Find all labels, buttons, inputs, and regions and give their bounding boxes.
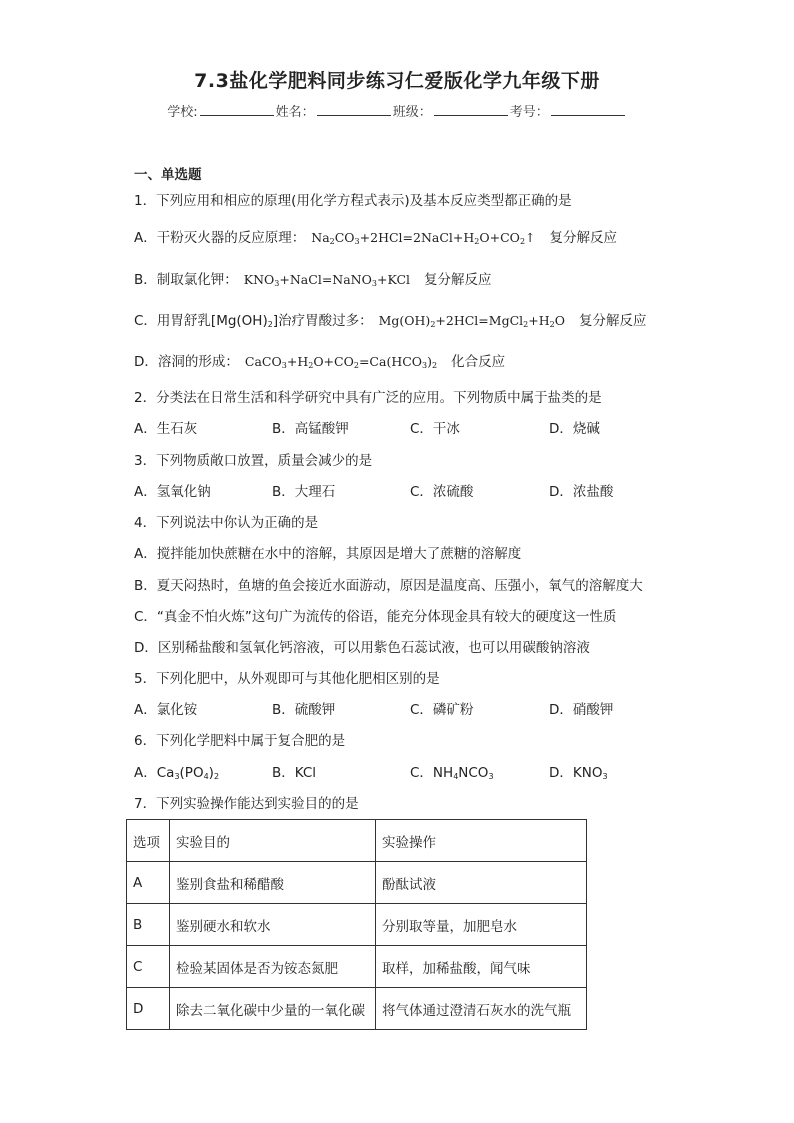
formula-subscript: 4 bbox=[453, 772, 459, 781]
q5-option-d[interactable]: D．硝酸钾 bbox=[549, 702, 614, 718]
q1-c-type: 复分解反应 bbox=[578, 313, 647, 329]
q6-option-d[interactable] bbox=[549, 764, 608, 782]
q1-option-c bbox=[134, 312, 646, 330]
formula-text: A．Ca bbox=[134, 765, 175, 781]
formula-subscript: 3 bbox=[488, 772, 494, 781]
formula-subscript: 2 bbox=[549, 320, 555, 329]
table-cell: B bbox=[127, 904, 170, 946]
table-header-row bbox=[127, 820, 587, 862]
q1-a-prefix: A．干粉灭火器的反应原理： bbox=[134, 230, 306, 246]
formula-text: +KCl bbox=[376, 272, 411, 287]
formula-text: Mg(OH) bbox=[378, 313, 431, 328]
table-cell: 将气体通过澄清石灰水的洗气瓶 bbox=[376, 988, 587, 1030]
school-label: 学校: bbox=[167, 105, 198, 120]
table-cell: 检验某固体是否为铵态氮肥 bbox=[170, 946, 376, 988]
formula-text: (PO bbox=[179, 765, 204, 781]
table-row[interactable] bbox=[127, 988, 587, 1030]
table-header-cell: 实验操作 bbox=[376, 820, 587, 862]
formula-subscript: 3 bbox=[602, 772, 608, 781]
formula-text: KNO bbox=[243, 272, 275, 287]
formula-subscript: 3 bbox=[422, 361, 428, 370]
q2-stem: 2．分类法在日常生活和科学研究中具有广泛的应用。下列物质中属于盐类的是 bbox=[134, 390, 602, 406]
formula-subscript: 3 bbox=[354, 237, 360, 246]
q1-d-equation bbox=[245, 354, 437, 369]
formula-subscript: 3 bbox=[174, 772, 180, 781]
q1-a-type: 复分解反应 bbox=[549, 230, 618, 246]
table-cell: 分别取等量，加肥皂水 bbox=[376, 904, 587, 946]
q7-stem: 7．下列实验操作能达到实验目的的是 bbox=[134, 796, 359, 812]
school-blank[interactable] bbox=[200, 102, 274, 116]
number-blank[interactable] bbox=[551, 102, 625, 116]
q1-b-equation bbox=[244, 272, 410, 287]
q3-stem: 3．下列物质敞口放置，质量会减少的是 bbox=[134, 453, 373, 469]
q2-option-d[interactable]: D．烧碱 bbox=[549, 421, 600, 437]
q5-stem: 5．下列化肥中，从外观即可与其他化肥相区别的是 bbox=[134, 671, 440, 687]
formula-subscript: 2 bbox=[213, 772, 220, 781]
table-cell: 鉴别硬水和软水 bbox=[170, 904, 376, 946]
formula-text: ) bbox=[208, 765, 214, 781]
q1-b-type: 复分解反应 bbox=[424, 272, 492, 288]
formula-text: +2HCl=MgCl bbox=[435, 313, 524, 328]
q2-option-c[interactable]: C．干冰 bbox=[410, 421, 460, 437]
q3-option-b[interactable]: B．大理石 bbox=[272, 484, 336, 500]
formula-text: O+CO bbox=[479, 230, 520, 245]
formula-text: D．KNO bbox=[549, 765, 603, 781]
q1-a-equation bbox=[311, 230, 535, 245]
q1-option-d bbox=[134, 353, 505, 371]
formula-subscript: 3 bbox=[281, 361, 287, 370]
class-label: 班级： bbox=[392, 105, 432, 120]
formula-subscript: 2 bbox=[432, 361, 438, 370]
formula-text: =Ca(HCO bbox=[358, 354, 423, 369]
q5-option-b[interactable]: B．硫酸钾 bbox=[272, 702, 336, 718]
q1-c-equation bbox=[379, 313, 565, 328]
q1-c-prefix-end: ]治疗胃酸过多： bbox=[272, 313, 373, 329]
q2-option-b[interactable]: B．高锰酸钾 bbox=[272, 421, 349, 437]
q4-option-b[interactable]: B．夏天闷热时，鱼塘的鱼会接近水面游动，原因是温度高、压强小，氧气的溶解度大 bbox=[134, 578, 643, 594]
formula-subscript: 2 bbox=[430, 320, 436, 329]
formula-text: C．NH bbox=[410, 765, 454, 781]
q6-option-a[interactable] bbox=[134, 764, 219, 782]
formula-subscript: 3 bbox=[371, 279, 377, 288]
name-label: 姓名： bbox=[275, 105, 315, 120]
formula-text: ) bbox=[427, 354, 433, 369]
formula-subscript: 2 bbox=[329, 237, 335, 246]
q4-option-c[interactable]: C．“真金不怕火炼”这句广为流传的俗语，能充分体现金具有较大的硬度这一性质 bbox=[134, 609, 617, 625]
formula-text: +H bbox=[528, 313, 550, 328]
q2-option-a[interactable]: A．生石灰 bbox=[134, 421, 198, 437]
q1-d-prefix: D．溶洞的形成： bbox=[134, 354, 239, 370]
q3-option-c[interactable]: C．浓硫酸 bbox=[410, 484, 474, 500]
formula-text: O+CO bbox=[313, 354, 354, 369]
q1-c-prefix-sub: 2 bbox=[267, 320, 273, 329]
name-blank[interactable] bbox=[317, 102, 391, 116]
q3-option-d[interactable]: D．浓盐酸 bbox=[549, 484, 614, 500]
formula-text: NCO bbox=[458, 765, 489, 781]
table-cell: C bbox=[127, 946, 170, 988]
formula-text: Na bbox=[311, 230, 330, 245]
q1-option-a bbox=[134, 229, 617, 247]
q6-option-c[interactable] bbox=[410, 764, 494, 782]
q6-stem: 6．下列化学肥料中属于复合肥的是 bbox=[134, 733, 346, 749]
formula-subscript: 2 bbox=[308, 361, 314, 370]
q7-table bbox=[126, 819, 587, 1030]
formula-subscript: 3 bbox=[274, 279, 280, 288]
formula-subscript: 2 bbox=[353, 361, 359, 370]
formula-subscript: 2 bbox=[523, 320, 529, 329]
q6-option-b[interactable] bbox=[272, 764, 316, 782]
q1-option-b bbox=[134, 271, 492, 289]
table-row[interactable] bbox=[127, 904, 587, 946]
table-cell: A bbox=[127, 862, 170, 904]
q4-stem: 4．下列说法中你认为正确的是 bbox=[134, 515, 319, 531]
table-cell: 酚酞试液 bbox=[376, 862, 587, 904]
q4-option-a[interactable]: A．搅拌能加快蔗糖在水中的溶解，其原因是增大了蔗糖的溶解度 bbox=[134, 546, 522, 562]
q3-option-a[interactable]: A．氢氧化钠 bbox=[134, 484, 211, 500]
table-cell: 除去二氧化碳中少量的一氧化碳 bbox=[170, 988, 376, 1030]
formula-text: +2HCl=2NaCl+H bbox=[359, 230, 475, 245]
formula-text: +NaCl=NaNO bbox=[279, 272, 372, 287]
section-heading: 一、单选题 bbox=[134, 167, 202, 183]
formula-subscript: 2 bbox=[474, 237, 480, 246]
table-row[interactable] bbox=[127, 946, 587, 988]
formula-text: O bbox=[554, 313, 565, 328]
table-header-cell: 选项 bbox=[127, 820, 170, 862]
page-title: 7.3盐化学肥料同步练习仁爱版化学九年级下册 bbox=[194, 70, 600, 92]
formula-subscript: 2 bbox=[519, 237, 526, 246]
formula-subscript: 4 bbox=[203, 772, 209, 781]
q5-option-c[interactable]: C．磷矿粉 bbox=[410, 702, 474, 718]
formula-text: CO bbox=[334, 230, 355, 245]
student-info-line bbox=[0, 101, 794, 120]
formula-text: CaCO bbox=[244, 354, 282, 369]
q5-option-a[interactable]: A．氯化铵 bbox=[134, 702, 198, 718]
class-blank[interactable] bbox=[434, 102, 508, 116]
number-label: 考号： bbox=[509, 105, 549, 120]
table-cell: 取样，加稀盐酸，闻气味 bbox=[376, 946, 587, 988]
q1-b-prefix: B．制取氯化钾： bbox=[134, 272, 238, 288]
formula-text: +H bbox=[286, 354, 309, 369]
table-cell: D bbox=[127, 988, 170, 1030]
formula-text: B．KCl bbox=[272, 765, 317, 781]
q4-option-d[interactable]: D．区别稀盐酸和氢氧化钙溶液，可以用紫色石蕊试液，也可以用碳酸钠溶液 bbox=[134, 640, 590, 656]
table-header-cell: 实验目的 bbox=[170, 820, 376, 862]
table-row[interactable] bbox=[127, 862, 587, 904]
q1-c-prefix: C．用胃舒乳[Mg(OH) bbox=[134, 313, 268, 329]
q1-d-type: 化合反应 bbox=[451, 354, 506, 370]
q1-stem: 1．下列应用和相应的原理(用化学方程式表示)及基本反应类型都正确的是 bbox=[134, 193, 572, 209]
formula-text: ↑ bbox=[525, 230, 536, 245]
table-cell: 鉴别食盐和稀醋酸 bbox=[170, 862, 376, 904]
